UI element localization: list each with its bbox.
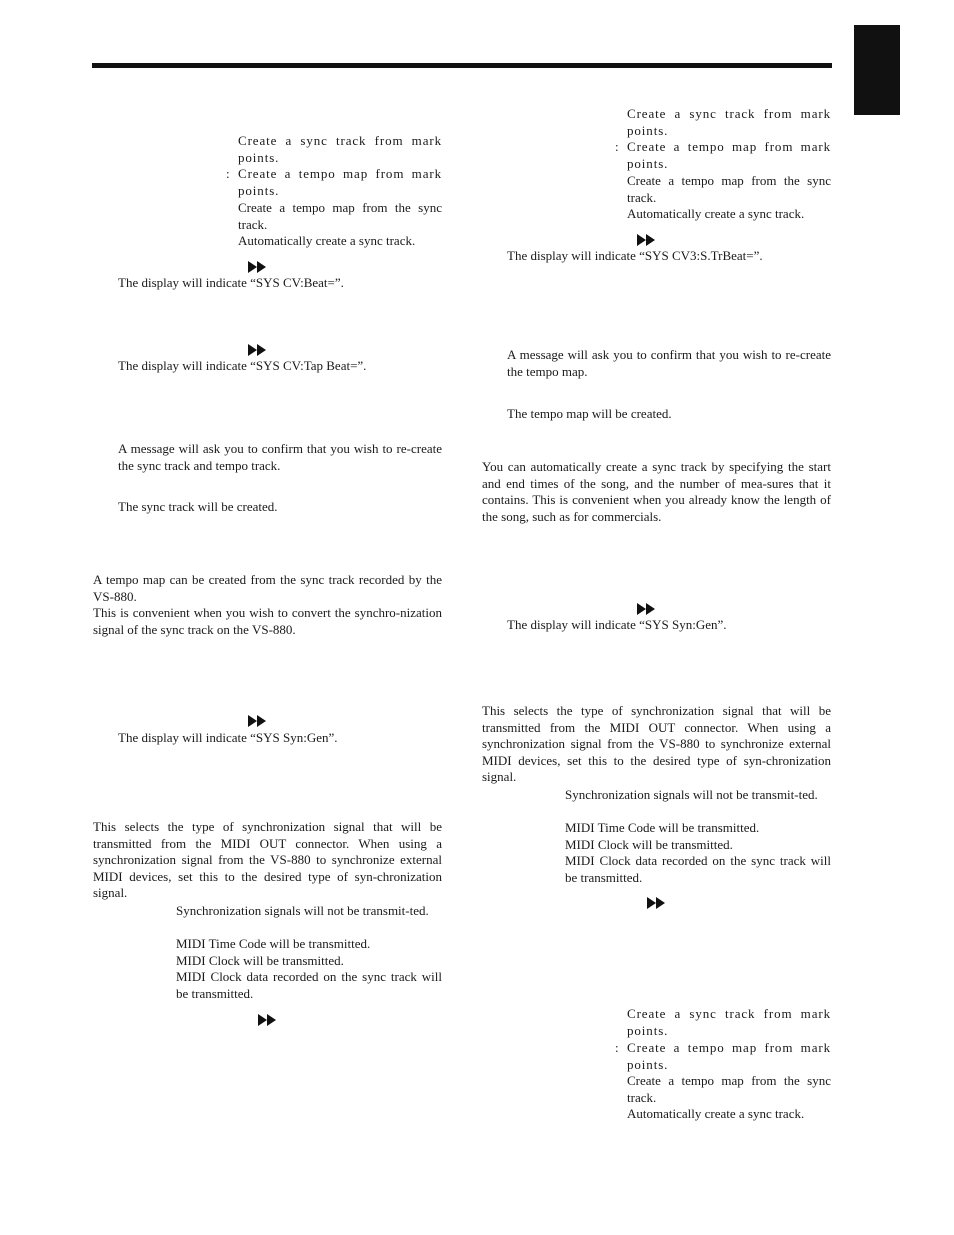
- option-item: Automatically create a sync track.: [627, 1106, 805, 1121]
- option-item: Create a sync track from mark points.: [627, 106, 831, 138]
- option-item: Create a tempo map from mark points.: [627, 139, 831, 171]
- result-text: The tempo map will be created.: [507, 406, 672, 421]
- sync-option: MIDI Clock will be transmitted.: [176, 953, 344, 968]
- option-colon: :: [226, 166, 230, 181]
- fast-forward-icon: [637, 603, 655, 615]
- sync-option: MIDI Clock data recorded on the sync track will be transmitted.: [565, 853, 831, 885]
- display-text: The display will indicate “SYS CV3:S.TrBeat=”.: [507, 248, 763, 263]
- fast-forward-icon: [248, 344, 266, 356]
- section-tab: [854, 25, 900, 115]
- paragraph: You can automatically create a sync track by specifying the start and end times of the song, and the number of mea-sures that it contains. This is convenient when you already know the length of the song, such as for commercials.: [482, 459, 831, 524]
- sync-option: MIDI Time Code will be transmitted.: [565, 820, 760, 835]
- option-item: Create a tempo map from mark points.: [627, 1040, 831, 1072]
- option-item: Automatically create a sync track.: [627, 206, 805, 221]
- sync-option: MIDI Clock data recorded on the sync track will be transmitted.: [176, 969, 442, 1001]
- sync-option: Synchronization signals will not be transmit-ted.: [565, 787, 818, 802]
- fast-forward-icon: [258, 1014, 276, 1026]
- option-colon: :: [615, 1040, 619, 1055]
- option-item: Create a tempo map from the sync track.: [627, 173, 831, 205]
- fast-forward-icon: [248, 261, 266, 273]
- paragraph: This selects the type of synchronization signal that will be transmitted from the MIDI OUT connector. When using a synchronization signal from the VS-880 to synchronize external MIDI devices, set this to the desired type of syn-chronization signal.: [93, 819, 442, 901]
- sync-option: MIDI Clock will be transmitted.: [565, 837, 733, 852]
- header-rule: [92, 63, 832, 68]
- fast-forward-icon: [647, 897, 665, 909]
- display-text: The display will indicate “SYS CV:Beat=”.: [118, 275, 344, 290]
- display-text: The display will indicate “SYS Syn:Gen”.: [118, 730, 338, 745]
- option-item: Create a tempo map from the sync track.: [238, 200, 442, 232]
- fast-forward-icon: [248, 715, 266, 727]
- confirm-text: A message will ask you to confirm that you wish to re-create the tempo map.: [507, 347, 831, 379]
- option-item: Create a sync track from mark points.: [627, 1006, 831, 1038]
- result-text: The sync track will be created.: [118, 499, 278, 514]
- option-item: Create a tempo map from the sync track.: [627, 1073, 831, 1105]
- fast-forward-icon: [637, 234, 655, 246]
- display-text: The display will indicate “SYS CV:Tap Beat=”.: [118, 358, 367, 373]
- option-item: Create a tempo map from mark points.: [238, 166, 442, 198]
- option-item: Create a sync track from mark points.: [238, 133, 442, 165]
- confirm-text: A message will ask you to confirm that you wish to re-create the sync track and tempo track.: [118, 441, 442, 473]
- sync-option: MIDI Time Code will be transmitted.: [176, 936, 371, 951]
- display-text: The display will indicate “SYS Syn:Gen”.: [507, 617, 727, 632]
- sync-option: Synchronization signals will not be transmit-ted.: [176, 903, 429, 918]
- paragraph: A tempo map can be created from the sync track recorded by the VS-880.: [93, 572, 442, 604]
- option-colon: :: [615, 139, 619, 154]
- paragraph: This is convenient when you wish to convert the synchro-nization signal of the sync track on the VS-880.: [93, 605, 442, 637]
- option-item: Automatically create a sync track.: [238, 233, 416, 248]
- paragraph: This selects the type of synchronization signal that will be transmitted from the MIDI OUT connector. When using a synchronization signal from the VS-880 to synchronize external MIDI devices, set this to the desired type of syn-chronization signal.: [482, 703, 831, 785]
